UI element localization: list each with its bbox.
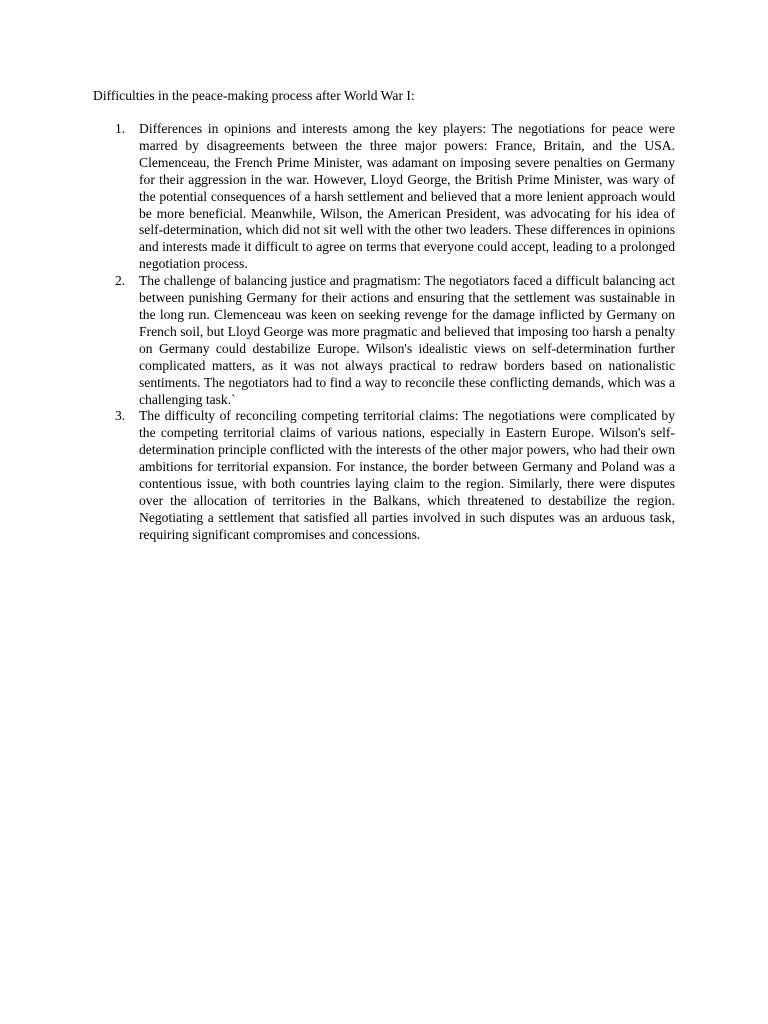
list-item-text: Differences in opinions and interests among the key players: The negotiations for peace were marred by disagreements between the three major powers: France, Britain, and the USA. Clemenceau, the French Prime Minister, was adamant on imposing severe penalties on Germany for their aggression in the war. However, Lloyd George, the British Prime Minister, was wary of the potential consequences of a harsh settlement and believed that a more lenient approach would be more beneficial. Meanwhile, Wilson, the American President, was advocating for his idea of self-determination, which did not sit well with the other two leaders. These differences in opinions and interests made it difficult to agree on terms that everyone could accept, leading to a prolonged negotiation process. bbox=[139, 121, 675, 272]
list-item-text: The challenge of balancing justice and pragmatism: The negotiators faced a difficult balancing act between punishing Germany for their actions and ensuring that the settlement was sustainable in the long run. Clemenceau was keen on seeking revenge for the damage inflicted by Germany on French soil, but Lloyd George was more pragmatic and believed that imposing too harsh a penalty on Germany could destabilize Europe. Wilson's idealistic views on self-determination further complicated matters, as it was not always practical to redraw borders based on nationalistic sentiments. The negotiators had to find a way to reconcile these conflicting demands, which was a challenging task.` bbox=[139, 273, 675, 407]
list-item bbox=[93, 408, 675, 543]
list-item-number: 1. bbox=[115, 121, 126, 136]
difficulties-list bbox=[93, 121, 675, 544]
document-body bbox=[93, 87, 675, 544]
list-item-number: 3. bbox=[115, 408, 126, 424]
list-item bbox=[93, 273, 675, 408]
list-item-number: 2. bbox=[115, 273, 126, 289]
list-item-text: The difficulty of reconciling competing territorial claims: The negotiations were complicated by the competing territorial claims of various nations, especially in Eastern Europe. Wilson's self-determination principle conflicted with the interests of the other major powers, who had their own ambitions for territorial expansion. For instance, the border between Germany and Poland was a contentious issue, with both countries laying claim to the region. Similarly, there were disputes over the allocation of territories in the Balkans, which threatened to destabilize the region. Negotiating a settlement that satisfied all parties involved in such disputes was an arduous task, requiring significant compromises and concessions. bbox=[139, 408, 675, 542]
document-heading: Difficulties in the peace-making process after World War I: bbox=[93, 88, 415, 103]
list-item bbox=[93, 121, 675, 273]
